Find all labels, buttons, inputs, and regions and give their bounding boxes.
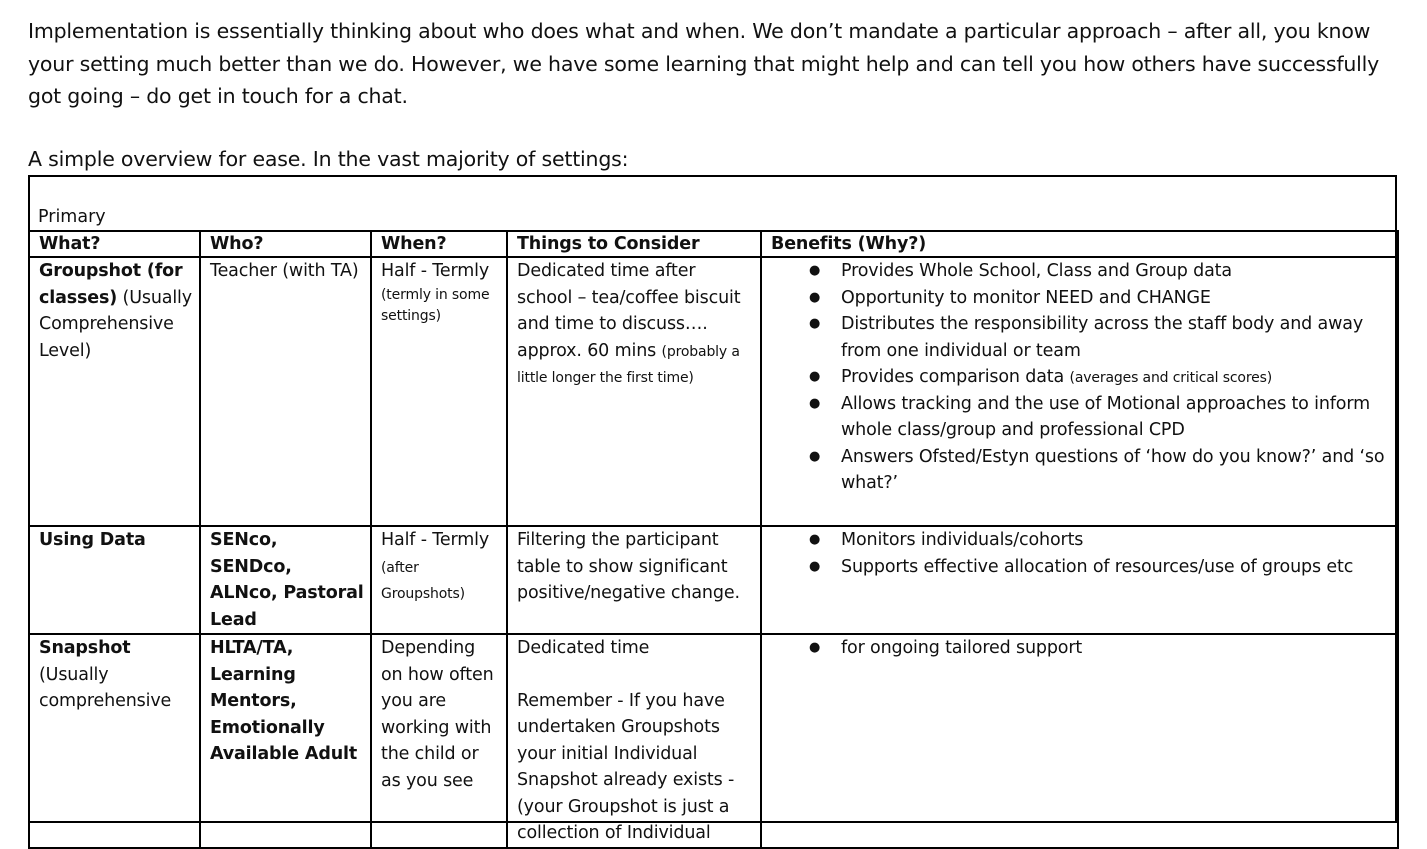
implementation-table	[28, 230, 1399, 849]
when-text: Half - Termly	[381, 530, 490, 550]
header-things-to-consider: Things to Consider	[507, 231, 761, 257]
table-row-groupshot	[29, 257, 1398, 526]
what-note: (Usually comprehensive	[39, 664, 172, 711]
benefits-list	[771, 258, 1391, 497]
overview-lead: A simple overview for ease. In the vast majority of settings:	[28, 147, 629, 171]
table-caption: Primary	[38, 207, 106, 227]
implementation-table-box	[28, 175, 1397, 843]
table-header-row	[29, 231, 1398, 257]
table-row-using-data	[29, 526, 1398, 634]
list-item: ● Opportunity to monitor NEED and CHANGE	[771, 285, 1391, 312]
cell-benefits	[761, 526, 1398, 634]
benefit-note: (averages and critical scores)	[1069, 370, 1273, 386]
when-note: (after Groupshots)	[381, 559, 465, 602]
cell-who: SENco, SENDco, ALNco, Pastoral Lead	[200, 526, 371, 634]
cell-who: Teacher (with TA)	[200, 257, 371, 526]
benefit-text: Provides comparison data	[841, 367, 1070, 387]
what-title: Groupshot (for classes)	[39, 261, 183, 308]
consider-text: Dedicated time after school – tea/coffee biscuit and time to discuss…. approx. 60 mins	[517, 261, 741, 361]
list-item: ● Answers Ofsted/Estyn questions of ‘how do you know?’ and ‘so what?’	[771, 444, 1391, 497]
what-title: Snapshot	[39, 638, 131, 658]
consider-note: (probably a little longer the first time)	[517, 343, 740, 386]
spacer	[517, 662, 754, 688]
benefits-list	[771, 635, 1391, 662]
what-note: (Usually Comprehensive Level)	[39, 287, 192, 361]
list-item: ● Monitors individuals/cohorts	[771, 527, 1391, 554]
header-when: When?	[371, 231, 507, 257]
cell-when: Depending on how often you are working with the child or as you see	[371, 634, 507, 848]
list-item: ● Allows tracking and the use of Motional approaches to inform whole class/group and professional CPD	[771, 391, 1391, 444]
list-item: ● Supports effective allocation of resources/use of groups etc	[771, 554, 1391, 581]
cell-what	[29, 257, 200, 526]
cell-consider: Filtering the participant table to show significant positive/negative change.	[507, 526, 761, 634]
when-note: (termly in some settings)	[381, 286, 490, 324]
list-item: ● Distributes the responsibility across the staff body and away from one individual or team	[771, 311, 1391, 364]
cell-when	[371, 257, 507, 526]
cell-benefits	[761, 257, 1398, 526]
list-item: ● Provides Whole School, Class and Group data	[771, 258, 1391, 285]
header-what: What?	[29, 231, 200, 257]
cell-what: Using Data	[29, 526, 200, 634]
cell-who: HLTA/TA, Learning Mentors, Emotionally Available Adult	[200, 634, 371, 848]
consider-note: Remember - If you have undertaken Groupshots your initial Individual Snapshot already exists - (your Groupshot is just a collection of Individual	[517, 690, 735, 843]
benefits-list	[771, 527, 1391, 580]
intro-paragraph: Implementation is essentially thinking about who does what and when. We don’t mandate a particular approach – after all, you know your setting much better than we do. However, we have some learning that might help and can tell you how others have successfully got going – do get in touch for a chat.	[28, 19, 1380, 108]
cell-when	[371, 526, 507, 634]
consider-text: Dedicated time	[517, 638, 650, 658]
header-benefits: Benefits (Why?)	[761, 231, 1398, 257]
cell-what	[29, 634, 200, 848]
cell-consider	[507, 257, 761, 526]
cell-benefits	[761, 634, 1398, 848]
list-item: ● for ongoing tailored support	[771, 635, 1391, 662]
table-row-snapshot	[29, 634, 1398, 848]
when-text: Half - Termly	[381, 261, 490, 281]
header-who: Who?	[200, 231, 371, 257]
list-item	[771, 364, 1391, 391]
cell-consider	[507, 634, 761, 848]
